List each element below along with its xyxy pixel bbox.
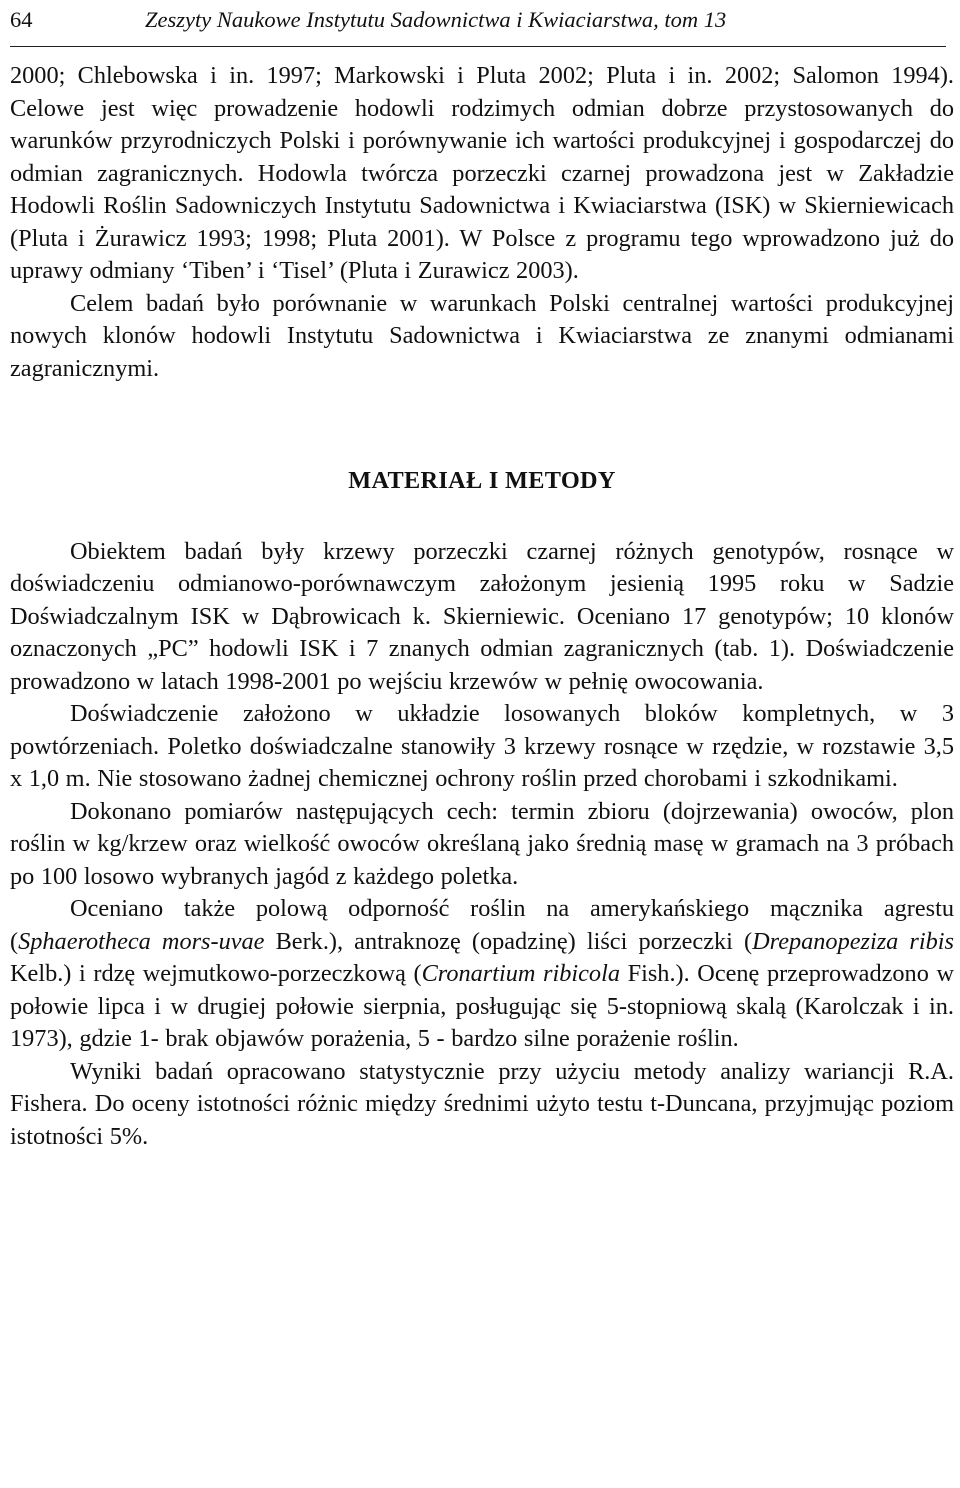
methods-paragraph-5: Wyniki badań opracowano statystycznie przy użyciu metody analizy wariancji R.A. Fishera. Do oceny istotności różnic między średnimi użyto testu t-Duncana, przyjmując poziom istotności 5%. xyxy=(10,1057,954,1150)
page-header xyxy=(10,2,946,42)
intro-paragraph-2: Celem badań było porównanie w warunkach Polski centralnej wartości produkcyjnej nowych klonów hodowli Instytutu Sadownictwa i Kwiaciarstwa ze znanymi odmianami zagranicznymi. xyxy=(10,289,954,382)
running-head: Zeszyty Naukowe Instytutu Sadownictwa i Kwiaciarstwa, tom 13 xyxy=(145,7,727,32)
section-title: MATERIAŁ I METODY xyxy=(348,467,616,494)
page-number: 64 xyxy=(10,7,33,32)
section-spacer xyxy=(10,498,954,536)
methods-paragraph-1: Obiektem badań były krzewy porzeczki czarnej różnych genotypów, rosnące w doświadczeniu odmianowo-porównawczym założonym jesienią 1995 roku w Sadzie Doświadczalnym ISK w Dąbrowicach k. Skierniewic. Oceniano 17 genotypów; 10 klonów oznaczonych „PC” hodowli ISK i 7 znanych odmian zagranicznych (tab. 1). Doświadczenie prowadzono w latach 1998-2001 po wejściu krzewów w pełnię owocowania. xyxy=(10,537,954,695)
text-run: Berk.), antraknozę (opadzinę) liści porzeczki ( xyxy=(264,927,753,955)
species-name: Drepanopeziza ribis xyxy=(752,927,954,955)
species-name: Sphaerotheca mors-uvae xyxy=(18,927,265,955)
methods-paragraph-4 xyxy=(10,893,954,1056)
text-run: Oceniano także polową odporność roślin na amerykańskiego mącznika agrestu ( xyxy=(10,895,954,955)
methods-paragraph-3: Dokonano pomiarów następujących cech: termin zbioru (dojrzewania) owoców, plon roślin w kg/krzew oraz wielkość owoców określaną jako średnią masę w gramach na 3 próbach po 100 losowo wybranych jagód z każdego poletka. xyxy=(10,797,954,890)
text-run: Kelb.) i rdzę wejmutkowo-porzeczkową ( xyxy=(10,960,422,987)
intro-paragraph-1: 2000; Chlebowska i in. 1997; Markowski i Pluta 2002; Pluta i in. 2002; Salomon 1994). Celowe jest więc prowadzenie hodowli rodzimych odmian dobrze przystosowanych do warunków przyrodniczych Polski i porównywanie ich wartości produkcyjnej i gospodarczej do odmian zagranicznych. Hodowla twórcza porzeczki czarnej prowadzona jest w Zakładzie Hodowli Roślin Sadowniczych Instytutu Sadownictwa i Kwiaciarstwa (ISK) w Skierniewicach (Pluta i Żurawicz 1993; 1998; Pluta 2001). W Polsce z programu tego wprowadzono już do uprawy odmiany ‘Tiben’ i ‘Tisel’ (Pluta i Zurawicz 2003). xyxy=(10,62,954,284)
species-name: Cronartium ribicola xyxy=(421,960,620,987)
methods-paragraph-2: Doświadczenie założono w układzie losowanych bloków kompletnych, w 3 powtórzeniach. Poletko doświadczalne stanowiły 3 krzewy rosnące w rzędzie, w rozstawie 3,5 x 1,0 m. Nie stosowano żadnej chemicznej ochrony roślin przed chorobami i szkodnikami. xyxy=(10,700,954,792)
text-run: Fish.). Ocenę przeprowadzono w połowie lipca i w drugiej połowie sierpnia, posługując się 5-stopniową skalą (Karolczak i in. 1973), gdzie 1- brak objawów porażenia, 5 - bardzo silne porażenie roślin. xyxy=(10,960,954,1052)
section-spacer xyxy=(10,385,954,465)
page-body xyxy=(10,60,954,1153)
header-rule xyxy=(10,46,946,47)
